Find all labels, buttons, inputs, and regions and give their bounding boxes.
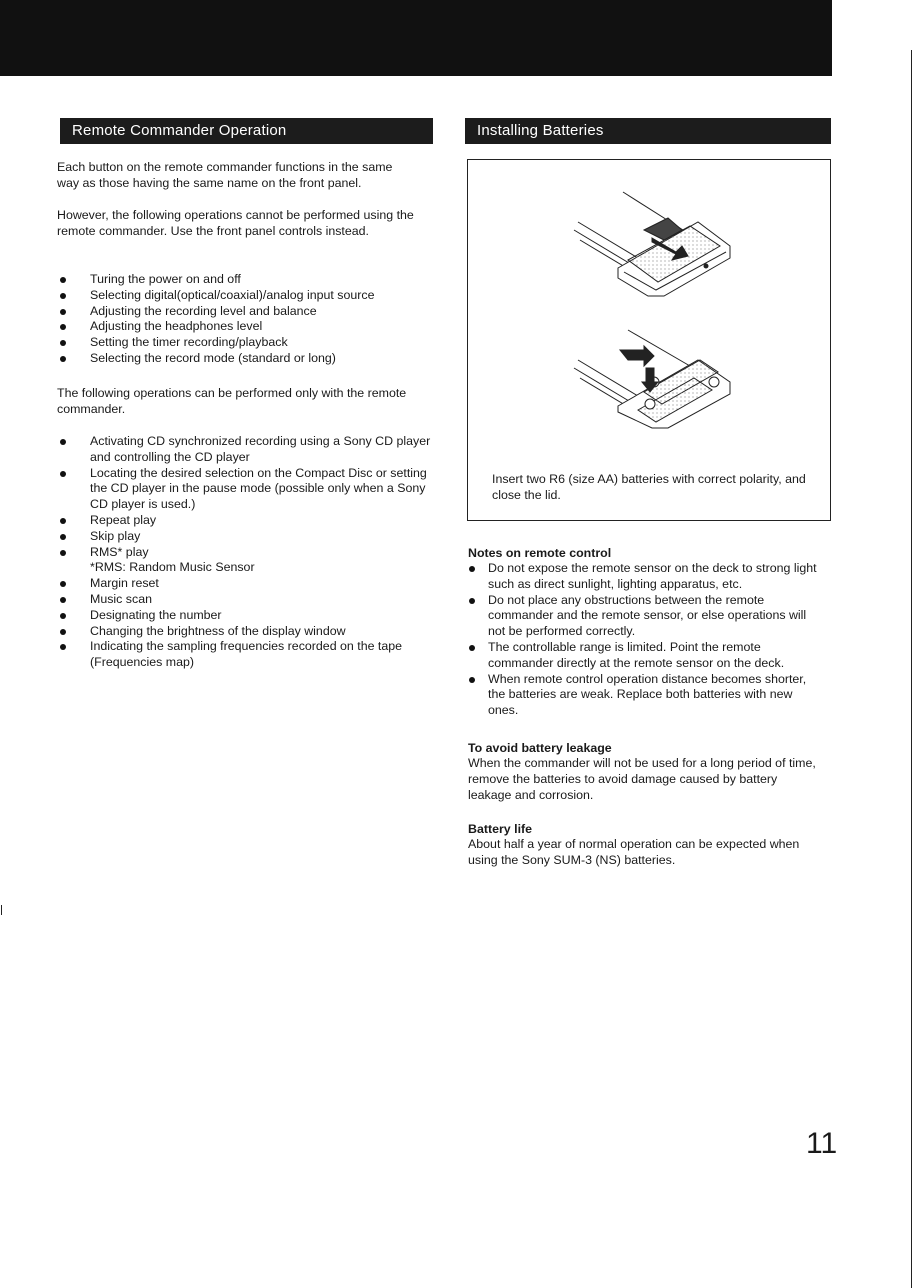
bullet-icon [469, 677, 475, 683]
bullet-icon [60, 644, 66, 650]
list-item: Activating CD synchronized recording using a Sony CD player and controlling the CD player [57, 434, 439, 466]
bullet-icon [60, 597, 66, 603]
bullet-icon [60, 629, 66, 635]
bullet-icon [60, 324, 66, 330]
bullet-icon [60, 340, 66, 346]
right-edge-line [911, 50, 912, 1288]
bullet-icon [60, 293, 66, 299]
list-item: Indicating the sampling frequencies recorded on the tape (Frequencies map) [57, 639, 439, 671]
list-item: Designating the number [57, 608, 439, 624]
list-item: Margin reset [57, 576, 439, 592]
leakage-heading: To avoid battery leakage [468, 741, 612, 755]
bullet-icon [60, 518, 66, 524]
bullet-icon [469, 645, 475, 651]
list-item: Turing the power on and off [57, 272, 437, 288]
bullet-icon [60, 613, 66, 619]
battery-life-heading: Battery life [468, 822, 533, 836]
bullet-icon [469, 598, 475, 604]
intro-paragraph: Each button on the remote commander functions in the same way as those having the same name on the front panel. [57, 160, 393, 190]
battery-illustration-box [467, 159, 831, 521]
battery-life-text: About half a year of normal operation can be expected when using the Sony SUM-3 (NS) batteries. [468, 837, 800, 867]
remote-only-intro: The following operations can be performed only with the remote commander. [57, 386, 407, 416]
list-item: Locating the desired selection on the Compact Disc or setting the CD player in the pause mode (possible only when a Sony CD player is used.) [57, 466, 439, 513]
list-item: Repeat play [57, 513, 439, 529]
intro-paragraph-2: However, the following operations cannot be performed using the remote commander. Use the front panel controls instead. [57, 208, 414, 238]
bullet-icon [60, 534, 66, 540]
list-item: Adjusting the recording level and balance [57, 304, 437, 320]
bullet-icon [469, 566, 475, 572]
remote-batteries-drawing [574, 330, 730, 428]
left-edge-mark [1, 905, 2, 915]
bullet-icon [60, 277, 66, 283]
header-bar [0, 0, 832, 76]
list-item: Music scan [57, 592, 439, 608]
remote-lid-open-drawing [574, 192, 730, 296]
list-item: Do not place any obstructions between the remote commander and the remote sensor, or else operations will not be performed correctly. [467, 593, 823, 640]
bullet-icon [60, 309, 66, 315]
list-item: Adjusting the headphones level [57, 319, 437, 335]
remote-only-list [57, 434, 439, 671]
section-title-remote-commander: Remote Commander Operation [60, 118, 433, 144]
battery-caption: Insert two R6 (size AA) batteries with correct polarity, and close the lid. [492, 472, 806, 502]
list-item: Selecting the record mode (standard or long) [57, 351, 437, 367]
notes-heading: Notes on remote control [468, 546, 612, 560]
list-item: The controllable range is limited. Point the remote commander directly at the remote sensor on the deck. [467, 640, 823, 672]
list-item: Do not expose the remote sensor on the deck to strong light such as direct sunlight, lighting apparatus, etc. [467, 561, 823, 593]
bullet-icon [60, 356, 66, 362]
section-title-installing-batteries: Installing Batteries [465, 118, 831, 144]
bullet-icon [60, 581, 66, 587]
bullet-icon [60, 471, 66, 477]
list-item: RMS* play *RMS: Random Music Sensor [57, 545, 439, 577]
notes-list [467, 561, 823, 719]
leakage-text: When the commander will not be used for a long period of time, remove the batteries to avoid damage caused by battery leakage and corrosion. [468, 756, 816, 802]
list-item: Setting the timer recording/playback [57, 335, 437, 351]
bullet-icon [60, 550, 66, 556]
page-number: 11 [806, 1127, 838, 1160]
list-item: Skip play [57, 529, 439, 545]
list-item: Selecting digital(optical/coaxial)/analog input source [57, 288, 437, 304]
battery-installation-illustration [468, 160, 830, 460]
rms-footnote: *RMS: Random Music Sensor [90, 560, 255, 575]
list-item: Changing the brightness of the display window [57, 624, 439, 640]
list-item: When remote control operation distance becomes shorter, the batteries are weak. Replace both batteries with new ones. [467, 672, 823, 719]
bullet-icon [60, 439, 66, 445]
front-panel-only-list [57, 272, 437, 367]
